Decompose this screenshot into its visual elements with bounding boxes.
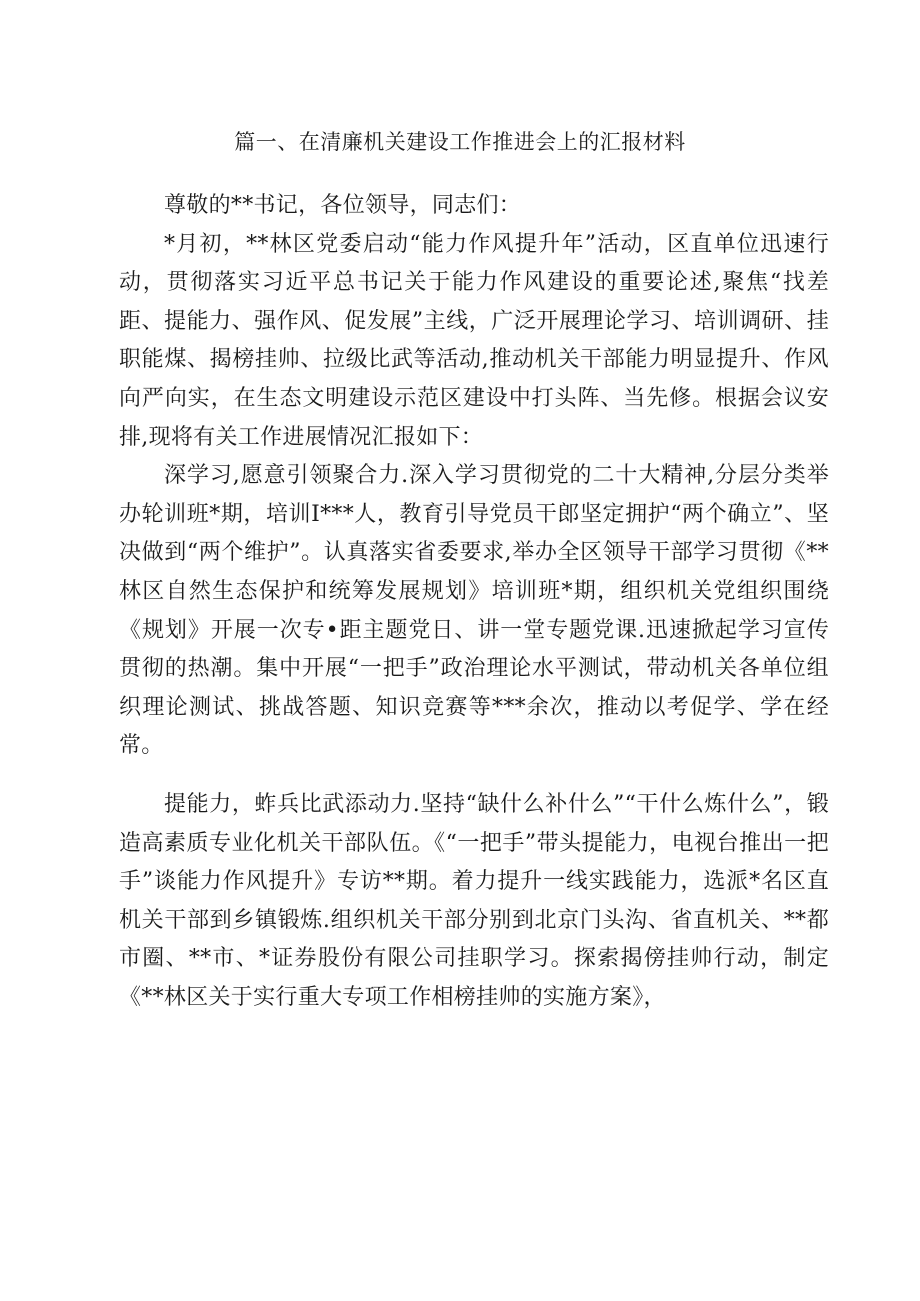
paragraph-deep-study: 深学习,愿意引领聚合力.深入学习贯彻党的二十大精神,分层分类举办轮训班*期，培训I***人，教育引导党员干郎坚定拥护“两个确立”、坚决做到“两个维护”。认真落实省委要求,举办全区领导干部学习贯彻《**林区自然生态保护和统筹发展规划》培训班*期，组织机关党组织围绕《规划》开展一次专•距主题党日、讲一堂专题党课.迅速掀起学习宣传贯彻的热潮。集中开展“一把手”政治理论水平测试，带动机关各单位组织理论测试、挑战答题、知识竞赛等***余次，推动以考促学、学在经常。: [119, 463, 829, 759]
paragraph-intro: *月初，**林区党委启动“能力作风提升年”活动，区直单位迅速行动，贯彻落实习近平总书记关于能力作风建设的重要论述,聚焦“找差距、提能力、强作风、促发展”主线，广泛开展理论学习、培训调研、挂职能煤、揭榜挂帅、拉级比武等活动,推动机关干部能力明显提升、作风向严向实，在生态文明建设示范区建设中打头阵、当先修。根据会议安排,现将有关工作进展情况汇报如下：: [119, 231, 829, 450]
paragraph-improve-ability: 提能力，蚱兵比武添动力.坚持“缺什么补什么”“干什么炼什么”，锻造高素质专业化机关干部队伍。《“一把手”带头提能力，电视台推出一把手”谈能力作风提升》专访**期。着力提升一线实践能力，选派*名区直机关干部到乡镇锻炼.组织机关干部分别到北京门头沟、省直机关、**都市圈、**市、*证券股份有限公司挂职学习。探索揭傍挂帅行动，制定《**林区关于实行重大专项工作相榜挂帅的实施方案》，: [119, 791, 829, 1010]
document-title: 篇一、在清廉机关建设工作推进会上的汇报材料: [234, 130, 686, 154]
document-body: [119, 187, 829, 1017]
salutation: 尊敬的**书记，各位领导，同志们：: [164, 193, 522, 218]
